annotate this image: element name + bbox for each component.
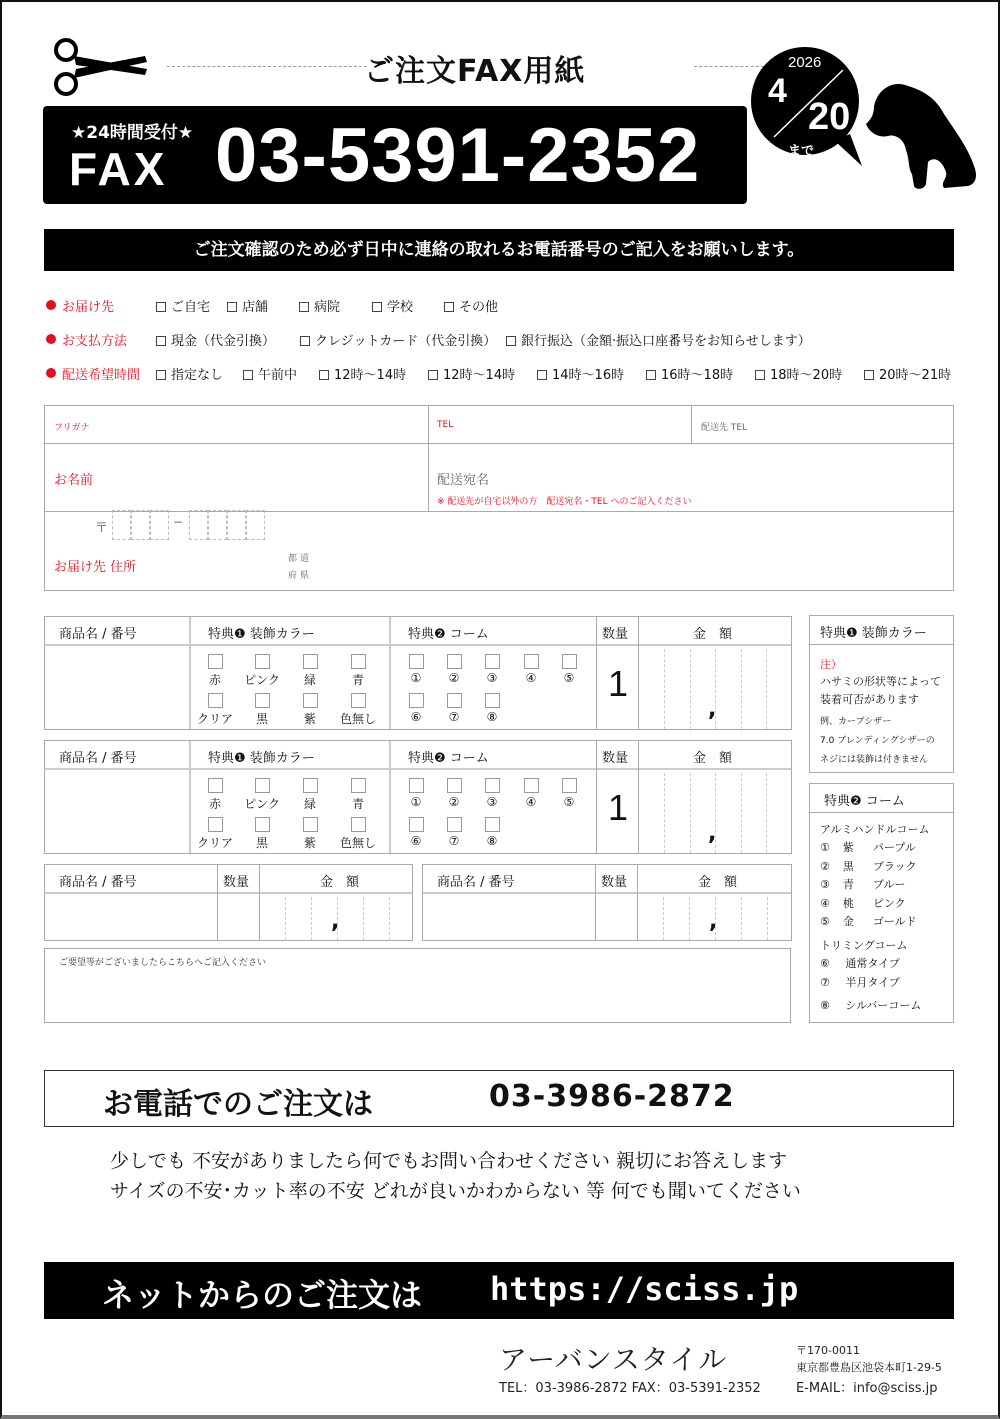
support-message-1: 少しでも 不安がありましたら何でもお問い合わせください 親切にお答えします xyxy=(110,1150,788,1172)
fax-24h-badge: ★24時間受付★ xyxy=(71,123,194,143)
quantity-value[interactable]: 1 xyxy=(608,663,629,704)
color-label: 色無し xyxy=(339,836,377,850)
comb-label: ④ xyxy=(525,795,537,809)
zip-digit-6[interactable] xyxy=(227,510,246,540)
amount-field[interactable] xyxy=(639,771,793,855)
bonus1-note-line: 装着可否があります xyxy=(820,693,919,706)
color-label: 赤 xyxy=(208,797,222,811)
bonus1-info-panel xyxy=(809,615,954,773)
comb-label: ⑥ xyxy=(410,710,422,724)
name-label: お名前 xyxy=(54,473,94,488)
color-label: ピンク xyxy=(244,673,280,687)
comb-option: ⑦ 半月タイプ xyxy=(820,975,900,989)
comb-checkbox[interactable] xyxy=(562,778,577,793)
bonus2-info-title: 特典❷ コーム xyxy=(810,784,953,813)
comb-checkbox[interactable] xyxy=(447,778,462,793)
quantity-field[interactable] xyxy=(218,895,259,942)
net-order-bar xyxy=(44,1262,954,1319)
comb-checkbox[interactable] xyxy=(409,778,424,793)
col-amount: 金 額 xyxy=(698,875,738,890)
ship-name-field[interactable] xyxy=(428,443,955,493)
color-label: 緑 xyxy=(303,673,317,687)
product-name-field[interactable] xyxy=(423,895,595,942)
comb-label: ④ xyxy=(525,671,537,685)
phone-order-number[interactable]: 03-3986-2872 xyxy=(489,1079,735,1114)
comb-checkbox[interactable] xyxy=(524,778,539,793)
zip-digit-2[interactable] xyxy=(131,510,150,540)
product-name-field[interactable] xyxy=(45,771,189,855)
checkbox[interactable] xyxy=(372,302,382,312)
comb-label: ③ xyxy=(486,795,498,809)
option-credit-card[interactable]: クレジットカード（代金引換） xyxy=(300,330,496,349)
option-other[interactable]: その他 xyxy=(444,296,498,315)
col-qty: 数量 xyxy=(602,751,629,766)
support-message-2: サイズの不安･カット率の不安 どれが良いかわからない 等 何でも聞いてください xyxy=(110,1180,801,1202)
checkbox[interactable] xyxy=(755,370,765,380)
simple-product-table xyxy=(44,864,413,941)
amount-separator: , xyxy=(331,909,340,934)
company-address: 東京都豊島区池袋本町1-29-5 xyxy=(796,1361,942,1374)
comb-checkbox[interactable] xyxy=(447,817,462,832)
color-label: 緑 xyxy=(303,797,317,811)
comb-group-title: アルミハンドルコーム xyxy=(820,823,930,836)
color-label: 紫 xyxy=(303,836,317,850)
checkbox[interactable] xyxy=(243,370,253,380)
comb-label: ⑦ xyxy=(448,710,460,724)
checkbox[interactable] xyxy=(156,336,166,346)
comb-option: ② 黒 ブラック xyxy=(820,859,917,873)
net-order-url-link[interactable]: https://sciss.jp xyxy=(490,1270,799,1308)
color-checkbox[interactable] xyxy=(208,817,223,832)
furigana-field[interactable] xyxy=(45,406,428,443)
request-field[interactable] xyxy=(44,948,791,1023)
comb-checkbox[interactable] xyxy=(409,693,424,708)
color-checkbox[interactable] xyxy=(351,817,366,832)
phone-order-box xyxy=(44,1070,954,1127)
checkbox[interactable] xyxy=(300,336,310,346)
product-table xyxy=(44,740,792,854)
checkbox[interactable] xyxy=(506,336,516,346)
furigana-label: フリガナ xyxy=(54,423,90,433)
color-label: 黒 xyxy=(255,712,269,726)
option-bank-transfer[interactable]: 銀行振込（金額·振込口座番号をお知らせします） xyxy=(506,330,811,349)
payment-method-row xyxy=(46,330,986,348)
option-cash-on-delivery[interactable]: 現金（代金引換） xyxy=(156,330,275,349)
comb-label: ⑤ xyxy=(563,671,575,685)
comb-option: ① 紫 パープル xyxy=(820,841,916,854)
color-label: 赤 xyxy=(208,673,222,687)
prefecture-label-2: 府 県 xyxy=(288,571,309,581)
col-amount: 金 額 xyxy=(320,875,360,890)
comb-label: ⑥ xyxy=(410,834,422,848)
zip-digit-3[interactable] xyxy=(150,510,169,540)
ship-name-label: 配送宛名 xyxy=(437,473,490,488)
color-checkbox[interactable] xyxy=(351,778,366,793)
payment-method-label: お支払方法 xyxy=(46,330,127,349)
color-checkbox[interactable] xyxy=(303,693,318,708)
option-time-morning[interactable]: 午前中 xyxy=(243,364,297,383)
checkbox[interactable] xyxy=(537,370,547,380)
customer-info-table xyxy=(44,405,954,591)
delivery-time-row xyxy=(46,364,986,382)
color-checkbox[interactable] xyxy=(208,778,223,793)
option-school[interactable]: 学校 xyxy=(372,296,413,315)
color-checkbox[interactable] xyxy=(255,654,270,669)
bonus1-note-line: ハサミの形状等によって xyxy=(820,675,941,688)
bonus1-example-line: 例、カーブシザー xyxy=(820,717,892,727)
col-product: 商品名 / 番号 xyxy=(437,875,515,890)
amount-separator: , xyxy=(709,909,718,934)
page-title: ご注文FAX用紙 xyxy=(364,54,586,89)
amount-field[interactable] xyxy=(638,895,793,942)
comb-checkbox[interactable] xyxy=(409,817,424,832)
address-field[interactable] xyxy=(315,541,945,586)
comb-checkbox[interactable] xyxy=(485,817,500,832)
comb-checkbox[interactable] xyxy=(447,693,462,708)
phone-notice-bar: ご注文確認のため必ず日中に連絡の取れるお電話番号のご記入をお願いします。 xyxy=(44,229,954,271)
bullet-icon xyxy=(46,334,56,344)
comb-label: ① xyxy=(410,795,422,809)
color-checkbox[interactable] xyxy=(208,654,223,669)
comb-checkbox[interactable] xyxy=(485,778,500,793)
color-checkbox[interactable] xyxy=(351,693,366,708)
quantity-value[interactable]: 1 xyxy=(608,787,629,828)
color-label: ピンク xyxy=(244,797,280,811)
color-checkbox[interactable] xyxy=(255,778,270,793)
deadline-year: 2026 xyxy=(788,54,822,71)
fax-number: 03-5391-2352 xyxy=(215,113,701,198)
color-checkbox[interactable] xyxy=(303,817,318,832)
comb-option: ③ 青 ブルー xyxy=(820,878,906,891)
checkbox[interactable] xyxy=(646,370,656,380)
dog-silhouette-icon xyxy=(864,76,982,191)
option-time-none[interactable]: 指定なし xyxy=(156,364,223,383)
col-bonus2: 特典❷ コーム xyxy=(408,751,489,766)
col-amount: 金 額 xyxy=(693,627,733,642)
comb-checkbox[interactable] xyxy=(562,654,577,669)
color-label: 黒 xyxy=(255,836,269,850)
col-bonus1: 特典❶ 装飾カラー xyxy=(208,627,315,642)
color-checkbox[interactable] xyxy=(351,654,366,669)
col-qty: 数量 xyxy=(601,875,628,890)
color-label: 紫 xyxy=(303,712,317,726)
ship-tel-field[interactable] xyxy=(691,406,955,443)
option-time-18-20[interactable]: 18時〜20時 xyxy=(755,364,842,383)
option-time-12-14b[interactable]: 12時〜14時 xyxy=(428,364,515,383)
option-time-14-16[interactable]: 14時〜16時 xyxy=(537,364,624,383)
deadline-bubble xyxy=(750,46,870,166)
option-time-16-18[interactable]: 16時〜18時 xyxy=(646,364,733,383)
option-time-20-21[interactable]: 20時〜21時 xyxy=(864,364,951,383)
col-bonus1: 特典❶ 装飾カラー xyxy=(208,751,315,766)
bonus1-example-line: 7.0 ブレンディングシザーの xyxy=(820,736,935,746)
request-placeholder: ご要望等がございましたらこちらへご記入ください xyxy=(59,958,267,968)
color-label: クリア xyxy=(196,836,234,850)
checkbox[interactable] xyxy=(444,302,454,312)
zip-mark: 〒 xyxy=(95,521,109,536)
quantity-field[interactable] xyxy=(596,895,637,942)
product-name-field[interactable] xyxy=(45,895,217,942)
checkbox[interactable] xyxy=(299,302,309,312)
tel-field[interactable] xyxy=(428,406,691,443)
phone-order-label: お電話でのご注文は xyxy=(103,1087,373,1122)
zip-digit-7[interactable] xyxy=(246,510,265,540)
fax-label: FAX xyxy=(69,143,168,195)
scissors-icon xyxy=(52,37,152,97)
simple-product-table xyxy=(422,864,792,941)
comb-checkbox[interactable] xyxy=(524,654,539,669)
col-product: 商品名 / 番号 xyxy=(59,751,137,766)
product-name-field[interactable] xyxy=(45,647,189,731)
color-checkbox[interactable] xyxy=(303,778,318,793)
col-product: 商品名 / 番号 xyxy=(59,627,137,642)
company-contact: TEL：03-3986-2872 FAX：03-5391-2352 xyxy=(499,1381,761,1396)
col-bonus2: 特典❷ コーム xyxy=(408,627,489,642)
net-order-label: ネットからのご注文は xyxy=(102,1276,423,1314)
comb-checkbox[interactable] xyxy=(485,654,500,669)
bonus2-info-panel xyxy=(809,783,954,1023)
checkbox[interactable] xyxy=(319,370,329,380)
comb-label: ① xyxy=(410,671,422,685)
bullet-icon xyxy=(46,368,56,378)
delivery-time-label: 配送希望時間 xyxy=(46,364,140,383)
checkbox[interactable] xyxy=(227,302,237,312)
bonus1-info-title: 特典❶ 装飾カラー xyxy=(810,616,953,645)
color-label: クリア xyxy=(196,712,234,726)
color-label: 色無し xyxy=(339,712,377,726)
bullet-icon xyxy=(46,300,56,310)
comb-label: ② xyxy=(448,795,460,809)
name-field[interactable] xyxy=(45,443,428,511)
company-zip: 〒170-0011 xyxy=(796,1344,860,1357)
option-home[interactable]: ご自宅 xyxy=(156,296,210,315)
zip-dash: − xyxy=(173,515,184,529)
comb-label: ⑤ xyxy=(563,795,575,809)
checkbox[interactable] xyxy=(428,370,438,380)
comb-label: ⑧ xyxy=(486,710,498,724)
amount-field[interactable] xyxy=(260,895,415,942)
zip-digit-4[interactable] xyxy=(189,510,208,540)
prefecture-label-1: 都 道 xyxy=(288,554,309,564)
amount-field[interactable] xyxy=(639,647,793,731)
option-store[interactable]: 店舗 xyxy=(227,296,268,315)
delivery-destination-row xyxy=(46,296,986,314)
address-label: お届け先 住所 xyxy=(54,560,137,575)
col-qty: 数量 xyxy=(223,875,250,890)
color-checkbox[interactable] xyxy=(303,654,318,669)
checkbox[interactable] xyxy=(156,302,166,312)
color-label: 青 xyxy=(351,797,365,811)
cut-line-left xyxy=(167,66,367,67)
comb-label: ③ xyxy=(486,671,498,685)
amount-separator: , xyxy=(708,697,717,722)
color-label: 青 xyxy=(351,673,365,687)
zip-digit-1[interactable] xyxy=(112,510,131,540)
col-qty: 数量 xyxy=(602,627,629,642)
comb-checkbox[interactable] xyxy=(409,654,424,669)
deadline-suffix: まで xyxy=(788,144,815,159)
checkbox[interactable] xyxy=(156,370,166,380)
option-hospital[interactable]: 病院 xyxy=(299,296,340,315)
comb-option: ⑤ 金 ゴールド xyxy=(820,915,917,928)
comb-option: ⑥ 通常タイプ xyxy=(820,957,900,970)
comb-label: ⑦ xyxy=(448,834,460,848)
comb-option: ④ 桃 ピンク xyxy=(820,896,906,910)
color-checkbox[interactable] xyxy=(208,693,223,708)
company-email: E-MAIL：info@sciss.jp xyxy=(796,1381,938,1396)
amount-separator: , xyxy=(708,821,717,846)
checkbox[interactable] xyxy=(864,370,874,380)
fax-banner xyxy=(43,106,747,204)
ship-name-note: ※ 配送先が自宅以外の方 配送宛名・TEL へのご記入ください xyxy=(437,497,692,507)
deadline-day: 20 xyxy=(808,96,851,138)
comb-checkbox[interactable] xyxy=(485,693,500,708)
color-checkbox[interactable] xyxy=(255,817,270,832)
comb-group-title: トリミングコーム xyxy=(820,939,908,952)
zip-digit-5[interactable] xyxy=(208,510,227,540)
bonus1-note-label: 注） xyxy=(820,658,842,671)
comb-label: ② xyxy=(448,671,460,685)
comb-label: ⑧ xyxy=(486,834,498,848)
delivery-destination-label: お届け先 xyxy=(46,296,114,315)
color-checkbox[interactable] xyxy=(255,693,270,708)
col-amount: 金 額 xyxy=(693,751,733,766)
bonus1-example-line: ネジには装飾は付きません xyxy=(820,755,929,765)
deadline-month: 4 xyxy=(768,72,787,110)
option-time-12-14[interactable]: 12時〜14時 xyxy=(319,364,406,383)
comb-option: ⑧ シルバーコーム xyxy=(820,999,922,1012)
company-name: アーバンスタイル xyxy=(499,1343,728,1376)
product-table xyxy=(44,616,792,730)
col-product: 商品名 / 番号 xyxy=(59,875,137,890)
ship-tel-label: 配送先 TEL xyxy=(701,423,748,433)
comb-checkbox[interactable] xyxy=(447,654,462,669)
tel-label: TEL xyxy=(437,420,454,430)
